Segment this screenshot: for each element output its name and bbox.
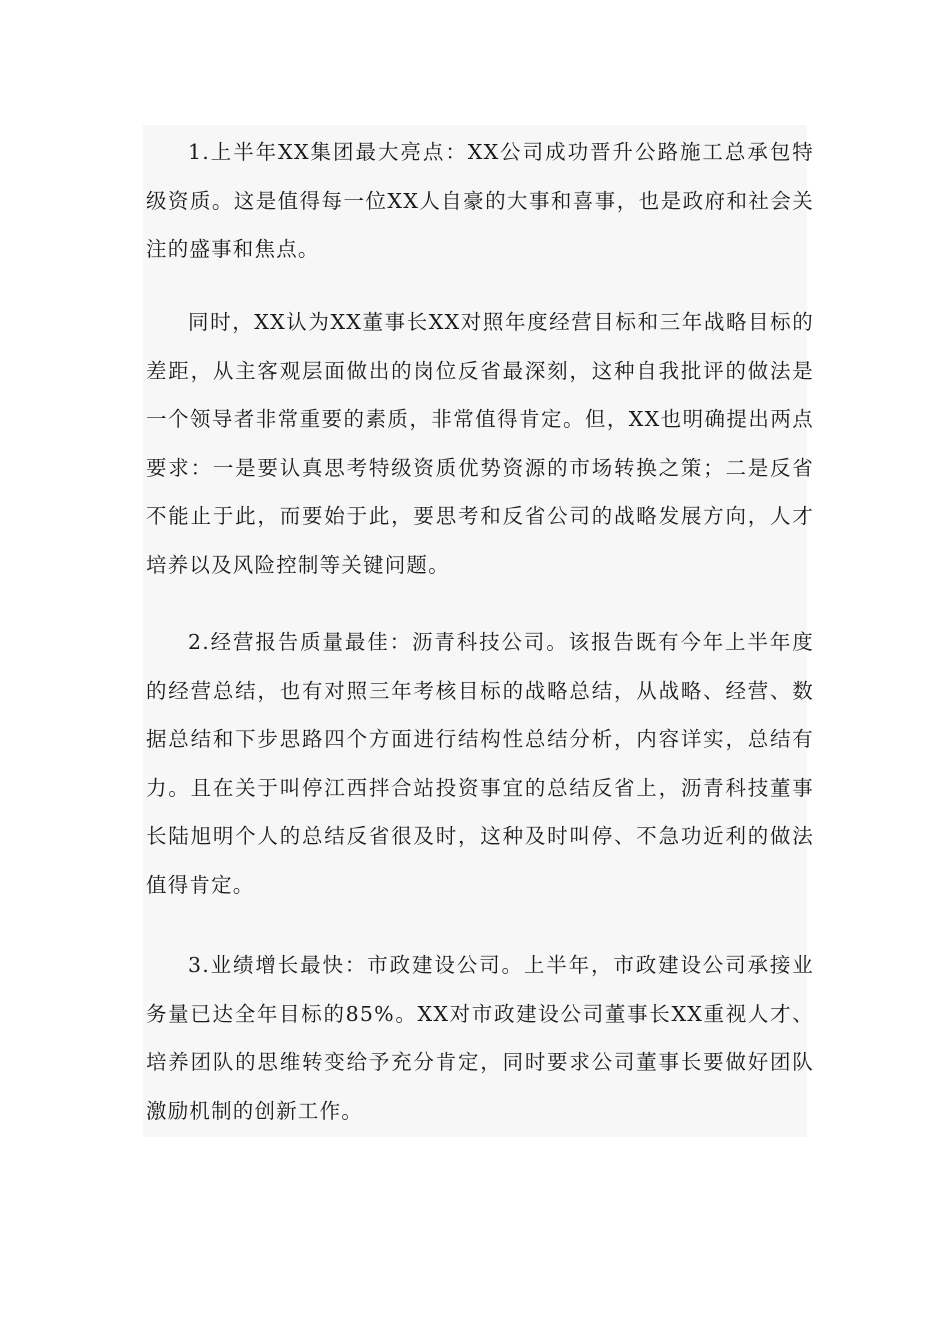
paragraph-highlight-2: 2.经营报告质量最佳：沥青科技公司。该报告既有今年上半年度的经营总结，也有对照三年考核目标的战略总结，从战略、经营、数据总结和下步思路四个方面进行结构性总结分析，内容详实，总结有力。且在关于叫停江西拌合站投资事宜的总结反省上，沥青科技董事长陆旭明个人的总结反省很及时，这种及时叫停、不急功近利的做法值得肯定。 xyxy=(146,630,814,897)
paragraph-highlight-1: 1.上半年XX集团最大亮点：XX公司成功晋升公路施工总承包特级资质。这是值得每一位XX人自豪的大事和喜事，也是政府和社会关注的盛事和焦点。 xyxy=(146,140,814,262)
paragraph-requirements: 同时，XX认为XX董事长XX对照年度经营目标和三年战略目标的差距，从主客观层面做出的岗位反省最深刻，这种自我批评的做法是一个领导者非常重要的素质，非常值得肯定。但，XX也明确提出两点要求：一是要认真思考特级资质优势资源的市场转换之策；二是反省不能止于此，而要始于此，要思考和反省公司的战略发展方向，人才培养以及风险控制等关键问题。 xyxy=(146,310,814,577)
paragraph-highlight-3: 3.业绩增长最快：市政建设公司。上半年，市政建设公司承接业务量已达全年目标的85%。XX对市政建设公司董事长XX重视人才、培养团队的思维转变给予充分肯定，同时要求公司董事长要做好团队激励机制的创新工作。 xyxy=(146,953,814,1123)
